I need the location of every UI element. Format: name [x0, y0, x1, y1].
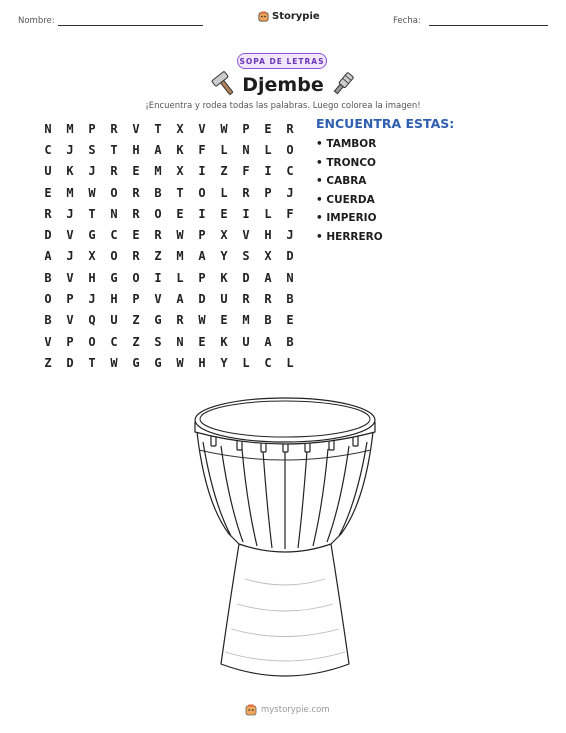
- grid-letter[interactable]: O: [198, 185, 206, 200]
- storypie-logo-icon: [258, 11, 269, 22]
- grid-letter[interactable]: L: [176, 270, 184, 285]
- grid-letter[interactable]: V: [44, 334, 52, 349]
- grid-letter[interactable]: O: [88, 334, 96, 349]
- grid-letter[interactable]: J: [88, 292, 96, 307]
- grid-letter[interactable]: O: [154, 206, 162, 221]
- grid-letter[interactable]: X: [176, 121, 184, 136]
- grid-letter[interactable]: K: [220, 270, 228, 285]
- grid-letter[interactable]: R: [242, 185, 250, 200]
- grid-letter[interactable]: E: [44, 185, 52, 200]
- grid-letter[interactable]: P: [198, 270, 206, 285]
- djembe-drum-illustration[interactable]: [185, 392, 385, 684]
- grid-letter[interactable]: G: [110, 270, 118, 285]
- grid-letter[interactable]: H: [88, 270, 96, 285]
- grid-letter[interactable]: Q: [88, 313, 96, 328]
- grid-letter[interactable]: U: [242, 334, 250, 349]
- grid-letter[interactable]: S: [242, 249, 250, 264]
- grid-letter[interactable]: N: [242, 142, 250, 157]
- grid-letter[interactable]: J: [66, 249, 74, 264]
- grid-letter[interactable]: I: [264, 164, 272, 179]
- grid-letter[interactable]: A: [264, 334, 272, 349]
- grid-letter[interactable]: H: [110, 292, 118, 307]
- grid-letter[interactable]: M: [66, 185, 74, 200]
- instructions: ¡Encuentra y rodea todas las palabras. Luego colorea la imagen!: [145, 101, 421, 111]
- grid-letter[interactable]: S: [88, 142, 96, 157]
- grid-letter[interactable]: W: [110, 355, 118, 370]
- grid-letter[interactable]: W: [198, 313, 206, 328]
- grid-letter[interactable]: X: [176, 164, 184, 179]
- grid-letter[interactable]: A: [198, 249, 206, 264]
- name-label: Nombre:: [18, 16, 55, 26]
- grid-letter[interactable]: E: [264, 121, 272, 136]
- grid-letter[interactable]: E: [286, 313, 294, 328]
- grid-letter[interactable]: L: [242, 355, 250, 370]
- grid-letter[interactable]: M: [154, 164, 162, 179]
- grid-letter[interactable]: P: [242, 121, 250, 136]
- grid-letter[interactable]: P: [66, 292, 74, 307]
- grid-letter[interactable]: J: [66, 206, 74, 221]
- grid-letter[interactable]: B: [154, 185, 162, 200]
- word-list-item: • CUERDA: [316, 193, 375, 206]
- grid-letter[interactable]: V: [132, 121, 140, 136]
- grid-letter[interactable]: I: [154, 270, 162, 285]
- grid-letter[interactable]: H: [132, 142, 140, 157]
- grid-letter[interactable]: P: [66, 334, 74, 349]
- footer: [245, 704, 330, 716]
- grid-letter[interactable]: E: [220, 206, 228, 221]
- grid-letter[interactable]: X: [264, 249, 272, 264]
- footer-url[interactable]: mystorypie.com: [261, 705, 330, 715]
- grid-letter[interactable]: U: [44, 164, 52, 179]
- grid-letter[interactable]: P: [132, 292, 140, 307]
- grid-letter[interactable]: C: [44, 142, 52, 157]
- grid-letter[interactable]: X: [88, 249, 96, 264]
- grid-letter[interactable]: A: [176, 292, 184, 307]
- grid-letter[interactable]: V: [154, 292, 162, 307]
- grid-letter[interactable]: N: [176, 334, 184, 349]
- grid-letter[interactable]: A: [264, 270, 272, 285]
- word-list-item: • TAMBOR: [316, 138, 377, 150]
- grid-letter[interactable]: R: [132, 206, 140, 221]
- word-list-item: • IMPERIO: [316, 212, 377, 225]
- grid-letter[interactable]: A: [154, 142, 162, 157]
- grid-letter[interactable]: J: [286, 185, 294, 200]
- word-search-grid[interactable]: [37, 118, 301, 374]
- grid-letter[interactable]: Z: [220, 164, 228, 179]
- grid-letter[interactable]: Z: [132, 334, 140, 349]
- grid-letter[interactable]: T: [176, 185, 184, 200]
- grid-letter[interactable]: J: [66, 142, 74, 157]
- storypie-logo-icon: [245, 704, 257, 716]
- grid-letter[interactable]: W: [220, 121, 228, 136]
- grid-letter[interactable]: V: [242, 228, 250, 243]
- grid-letter[interactable]: G: [88, 228, 96, 243]
- grid-letter[interactable]: L: [220, 142, 228, 157]
- grid-letter[interactable]: H: [264, 228, 272, 243]
- grid-letter[interactable]: R: [286, 121, 294, 136]
- grid-letter[interactable]: T: [88, 355, 96, 370]
- grid-letter[interactable]: W: [176, 355, 184, 370]
- grid-letter[interactable]: G: [154, 313, 162, 328]
- word-list-item: • CABRA: [316, 175, 367, 188]
- activity-badge: SOPA DE LETRAS: [237, 53, 327, 69]
- name-line[interactable]: [58, 25, 203, 26]
- grid-letter[interactable]: W: [176, 228, 184, 243]
- word-list-title: ENCUENTRA ESTAS:: [316, 116, 455, 131]
- grid-letter[interactable]: N: [110, 206, 118, 221]
- grid-letter[interactable]: K: [66, 164, 74, 179]
- grid-letter[interactable]: R: [132, 185, 140, 200]
- grid-letter[interactable]: T: [110, 142, 118, 157]
- grid-letter[interactable]: O: [110, 185, 118, 200]
- grid-letter[interactable]: Y: [220, 355, 228, 370]
- grid-letter[interactable]: R: [110, 164, 118, 179]
- grid-letter[interactable]: G: [154, 355, 162, 370]
- grid-letter[interactable]: U: [220, 292, 228, 307]
- word-list-item: • TRONCO: [316, 156, 376, 169]
- grid-letter[interactable]: B: [264, 313, 272, 328]
- grid-letter[interactable]: K: [176, 142, 184, 157]
- grid-letter[interactable]: D: [44, 228, 52, 243]
- grid-letter[interactable]: D: [198, 292, 206, 307]
- grid-letter[interactable]: F: [242, 164, 250, 179]
- grid-letter[interactable]: F: [286, 206, 294, 221]
- brand: [258, 11, 320, 22]
- grid-letter[interactable]: R: [110, 121, 118, 136]
- grid-letter[interactable]: B: [44, 313, 52, 328]
- grid-letter[interactable]: R: [242, 292, 250, 307]
- grid-letter[interactable]: P: [88, 121, 96, 136]
- grid-letter[interactable]: O: [110, 249, 118, 264]
- grid-letter[interactable]: C: [110, 228, 118, 243]
- grid-letter[interactable]: R: [176, 313, 184, 328]
- grid-letter[interactable]: T: [88, 206, 96, 221]
- grid-letter[interactable]: A: [44, 249, 52, 264]
- grid-letter[interactable]: E: [176, 206, 184, 221]
- grid-letter[interactable]: O: [44, 292, 52, 307]
- grid-letter[interactable]: L: [220, 185, 228, 200]
- chisel-icon: [330, 70, 356, 98]
- date-label: Fecha:: [393, 16, 421, 26]
- grid-letter[interactable]: M: [66, 121, 74, 136]
- grid-letter[interactable]: S: [154, 334, 162, 349]
- grid-letter[interactable]: C: [110, 334, 118, 349]
- grid-letter[interactable]: U: [110, 313, 118, 328]
- grid-letter[interactable]: M: [242, 313, 250, 328]
- grid-letter[interactable]: B: [286, 334, 294, 349]
- grid-letter[interactable]: O: [132, 270, 140, 285]
- grid-letter[interactable]: T: [154, 121, 162, 136]
- grid-letter[interactable]: P: [198, 228, 206, 243]
- grid-letter[interactable]: V: [198, 121, 206, 136]
- grid-letter[interactable]: Z: [132, 313, 140, 328]
- grid-letter[interactable]: C: [264, 355, 272, 370]
- grid-letter[interactable]: L: [286, 355, 294, 370]
- grid-letter[interactable]: V: [66, 313, 74, 328]
- grid-letter[interactable]: J: [88, 164, 96, 179]
- grid-letter[interactable]: D: [66, 355, 74, 370]
- grid-letter[interactable]: K: [220, 334, 228, 349]
- grid-letter[interactable]: I: [242, 206, 250, 221]
- grid-letter[interactable]: D: [286, 249, 294, 264]
- grid-letter[interactable]: F: [198, 142, 206, 157]
- grid-letter[interactable]: D: [242, 270, 250, 285]
- grid-letter[interactable]: B: [44, 270, 52, 285]
- grid-letter[interactable]: N: [44, 121, 52, 136]
- brand-name: Storypie: [272, 11, 320, 22]
- grid-letter[interactable]: E: [220, 313, 228, 328]
- grid-letter[interactable]: R: [132, 249, 140, 264]
- grid-letter[interactable]: W: [88, 185, 96, 200]
- grid-letter[interactable]: L: [264, 206, 272, 221]
- grid-letter[interactable]: I: [198, 164, 206, 179]
- grid-letter[interactable]: I: [198, 206, 206, 221]
- grid-letter[interactable]: C: [286, 164, 294, 179]
- grid-letter[interactable]: E: [132, 228, 140, 243]
- grid-letter[interactable]: E: [132, 164, 140, 179]
- grid-letter[interactable]: V: [66, 270, 74, 285]
- grid-letter[interactable]: V: [66, 228, 74, 243]
- grid-letter[interactable]: Z: [154, 249, 162, 264]
- grid-letter[interactable]: R: [154, 228, 162, 243]
- grid-letter[interactable]: P: [264, 185, 272, 200]
- grid-letter[interactable]: E: [198, 334, 206, 349]
- grid-letter[interactable]: J: [286, 228, 294, 243]
- grid-letter[interactable]: Z: [44, 355, 52, 370]
- grid-letter[interactable]: H: [198, 355, 206, 370]
- grid-letter[interactable]: M: [176, 249, 184, 264]
- grid-letter[interactable]: N: [286, 270, 294, 285]
- grid-letter[interactable]: O: [286, 142, 294, 157]
- word-list-item: • HERRERO: [316, 230, 383, 243]
- grid-letter[interactable]: X: [220, 228, 228, 243]
- page-title: Djembe: [242, 74, 324, 96]
- date-line[interactable]: [429, 25, 548, 26]
- grid-letter[interactable]: R: [44, 206, 52, 221]
- word-list: [316, 138, 383, 250]
- grid-letter[interactable]: L: [264, 142, 272, 157]
- grid-letter[interactable]: R: [264, 292, 272, 307]
- grid-letter[interactable]: Y: [220, 249, 228, 264]
- grid-letter[interactable]: B: [286, 292, 294, 307]
- grid-letter[interactable]: G: [132, 355, 140, 370]
